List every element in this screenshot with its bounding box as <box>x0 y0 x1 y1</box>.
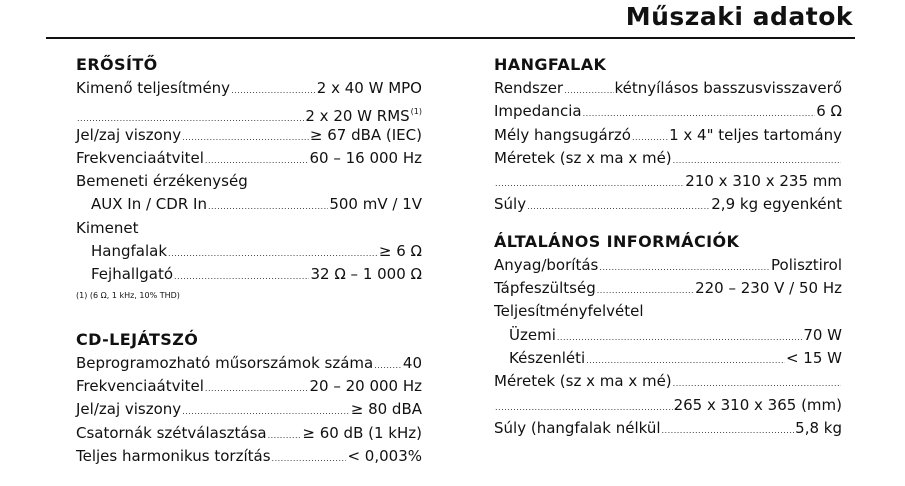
leader-dots <box>673 149 841 172</box>
leader-dots <box>374 354 402 377</box>
amp-headphone-value: 32 Ω – 1 000 Ω <box>310 265 422 284</box>
cd-tracks-value: 40 <box>402 353 422 372</box>
cd-freq-label: Frekvenciaátvitel <box>76 376 204 395</box>
amp-snr-label: Jel/zaj viszony <box>76 125 182 144</box>
leader-dots <box>272 447 347 470</box>
amp-aux-row <box>76 193 422 216</box>
cd-thd-value: < 0,003% <box>347 446 422 465</box>
gen-standby-row <box>494 347 842 370</box>
leader-dots <box>586 349 785 372</box>
leader-dots <box>599 256 770 279</box>
gen-supply-label: Tápfeszültség <box>494 279 596 298</box>
amp-snr-row <box>76 124 422 147</box>
cd-snr-row <box>76 398 422 421</box>
spk-dimensions-value-row <box>494 170 842 193</box>
amp-power-rms-text: 2 x 20 W RMS <box>305 107 410 126</box>
cd-freq-value: 20 – 20 000 Hz <box>309 376 422 395</box>
leader-dots <box>495 396 673 419</box>
leader-dots <box>673 372 841 395</box>
gen-operating-row <box>494 324 842 347</box>
amp-power-row <box>76 77 422 100</box>
amp-output-label: Kimenet <box>76 218 139 237</box>
cd-tracks-label: Beprogramozható műsorszámok száma <box>76 353 374 372</box>
spk-weight-row <box>494 193 842 216</box>
cd-freq-row <box>76 375 422 398</box>
cd-snr-value: ≥ 80 dBA <box>350 400 422 419</box>
amp-snr-value: ≥ 67 dBA (IEC) <box>309 125 422 144</box>
spk-impedance-row <box>494 100 842 123</box>
gen-standby-label: Készenléti <box>509 348 586 367</box>
amp-power-value: 2 x 40 W MPO <box>316 79 422 97</box>
spk-woofer-label: Mély hangsugárzó <box>494 125 631 144</box>
amp-aux-label: AUX In / CDR In <box>91 195 207 214</box>
gen-dimensions-value: 265 x 310 x 365 (mm) <box>673 395 842 414</box>
cd-snr-label: Jel/zaj viszony <box>76 400 182 419</box>
spk-system-value: kétnyílásos basszusvisszaverő <box>614 79 842 97</box>
leader-dots <box>495 172 684 195</box>
gen-dimensions-label: Méretek (sz x ma x mé) <box>494 372 672 391</box>
spk-impedance-value: 6 Ω <box>816 102 842 121</box>
left-column <box>76 54 422 468</box>
right-column <box>494 54 842 440</box>
cd-sep-row <box>76 422 422 445</box>
gen-dimensions-value-row <box>494 394 842 417</box>
amp-headphone-row <box>76 263 422 286</box>
leader-dots <box>527 195 710 218</box>
amp-speakers-row <box>76 240 422 263</box>
leader-dots <box>182 126 309 149</box>
amp-input-sens-label: Bemeneti érzékenység <box>76 172 248 191</box>
gen-standby-value: < 15 W <box>785 348 842 367</box>
leader-dots <box>205 149 309 172</box>
gen-supply-value: 220 – 230 V / 50 Hz <box>695 279 842 298</box>
amp-freq-row <box>76 147 422 170</box>
gen-dimensions-row <box>494 370 842 393</box>
page-title: Műszaki adatok <box>625 2 853 31</box>
amp-power-rms-row <box>76 100 422 126</box>
title-divider <box>46 37 855 39</box>
spk-system-label: Rendszer <box>494 79 564 97</box>
spk-system-row <box>494 77 842 100</box>
spk-dimensions-row <box>494 147 842 170</box>
leader-dots <box>268 424 302 447</box>
leader-dots <box>632 126 668 149</box>
cd-thd-row <box>76 445 422 468</box>
amp-freq-label: Frekvenciaátvitel <box>76 148 204 167</box>
amp-freq-value: 60 – 16 000 Hz <box>309 148 422 167</box>
amp-speakers-label: Hangfalak <box>91 242 168 261</box>
leader-dots <box>564 79 613 102</box>
gen-supply-row <box>494 277 842 300</box>
leader-dots <box>583 102 816 125</box>
leader-dots <box>557 326 802 349</box>
amp-power-label: Kimenő teljesítmény <box>76 79 231 97</box>
gen-operating-label: Üzemi <box>509 325 556 344</box>
leader-dots <box>662 419 795 442</box>
amp-footnote: (1) (6 Ω, 1 kHz, 10% THD) <box>76 290 180 300</box>
leader-dots <box>168 242 378 265</box>
leader-dots <box>597 279 694 302</box>
gen-consumption-label: Teljesítményfelvétel <box>494 302 644 321</box>
leader-dots <box>174 265 309 288</box>
leader-dots <box>208 195 328 218</box>
amp-power-rms-note: (1) <box>410 107 422 117</box>
cd-sep-value: ≥ 60 dB (1 kHz) <box>302 423 422 442</box>
leader-dots <box>205 377 309 400</box>
spk-woofer-value: 1 x 4" teljes tartomány <box>669 125 842 144</box>
gen-material-label: Anyag/borítás <box>494 255 599 274</box>
gen-operating-value: 70 W <box>803 325 842 344</box>
amplifier-heading: ERŐSÍTŐ <box>76 55 158 74</box>
leader-dots <box>231 79 316 102</box>
cd-thd-label: Teljes harmonikus torzítás <box>76 446 271 465</box>
spk-woofer-row <box>494 124 842 147</box>
cd-tracks-row <box>76 352 422 375</box>
spk-weight-label: Súly <box>494 195 527 214</box>
amp-headphone-label: Fejhallgató <box>91 265 174 284</box>
speakers-heading: HANGFALAK <box>494 55 607 74</box>
spk-dimensions-label: Méretek (sz x ma x mé) <box>494 148 672 167</box>
gen-weight-label: Súly (hangfalak nélkül <box>494 418 661 437</box>
gen-weight-row <box>494 417 842 440</box>
spk-weight-value: 2,9 kg egyenként <box>711 195 842 214</box>
spk-dimensions-value: 210 x 310 x 235 mm <box>685 172 842 191</box>
general-heading: ÁLTALÁNOS INFORMÁCIÓK <box>494 231 740 251</box>
gen-material-value: Polisztirol <box>771 255 842 274</box>
gen-weight-value: 5,8 kg <box>795 418 842 437</box>
amp-aux-value: 500 mV / 1V <box>329 195 422 214</box>
spk-impedance-label: Impedancia <box>494 102 582 121</box>
cd-sep-label: Csatornák szétválasztása <box>76 423 267 442</box>
cd-heading: CD-LEJÁTSZÓ <box>76 329 199 349</box>
amp-speakers-value: ≥ 6 Ω <box>378 242 422 261</box>
leader-dots <box>182 400 350 423</box>
gen-material-row <box>494 254 842 277</box>
